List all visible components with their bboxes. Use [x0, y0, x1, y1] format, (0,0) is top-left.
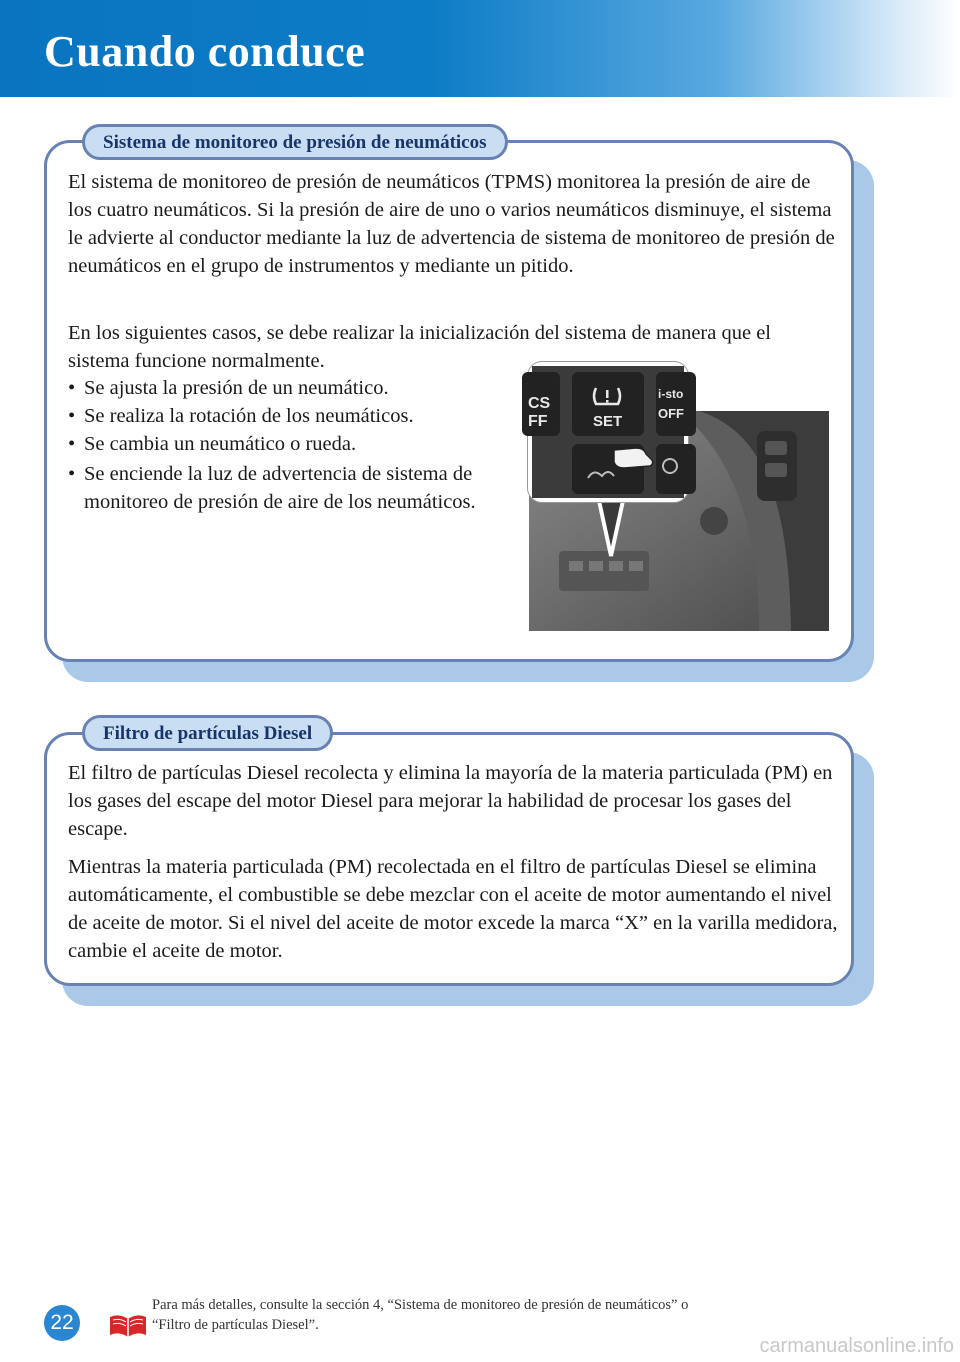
dpf-paragraph-1: El filtro de partículas Diesel recolecta y elimina la mayoría de la materia particulada (PM) en los gases del escape del motor Diesel para mejorar la habilidad de procesar los gases del escape.	[68, 762, 833, 840]
callout-pointer	[596, 496, 626, 558]
tpms-body-2	[68, 319, 813, 375]
button-right-label-2: OFF	[658, 406, 684, 421]
dpf-section-tab: Filtro de partículas Diesel	[82, 715, 333, 751]
tpms-paragraph-1: El sistema de monitoreo de presión de neumáticos (TPMS) monitorea la presión de aire de los cuatro neumáticos. Si la presión de aire de uno o varios neumáticos disminuye, el sistema le advierte al conductor mediante la luz de advertencia de sistema de monitoreo de presión de neumáticos en el grupo de instrumentos y mediante un pitido.	[68, 171, 835, 277]
tpms-body	[68, 168, 838, 280]
list-item: • Se ajusta la presión de un neumático.	[68, 374, 508, 402]
list-item: • Se enciende la luz de advertencia de sistema de monitoreo de presión de aire de los neumáticos.	[68, 460, 508, 516]
tpms-set-button-closeup	[528, 362, 688, 502]
tpms-bullets	[68, 374, 508, 516]
set-button-label: SET	[593, 413, 623, 430]
button-panel-illustration	[528, 366, 684, 498]
list-item: • Se cambia un neumático o rueda.	[68, 430, 508, 458]
watermark: carmanualsonline.info	[759, 1335, 954, 1357]
dpf-paragraph-2: Mientras la materia particulada (PM) recolectada en el filtro de partículas Diesel se elimina automáticamente, el combustible se debe mezclar con el aceite de motor aumentando el nivel de aceite de motor. Si el nivel del aceite de motor excede la marca “X” en la varilla medidora, cambie el aceite de motor.	[68, 856, 838, 962]
footer-note: Para más detalles, consulte la sección 4, “Sistema de monitoreo de presión de neumáticos” o “Filtro de partículas Diesel”.	[152, 1297, 689, 1333]
tpms-paragraph-2: En los siguientes casos, se debe realizar la inicialización del sistema de manera que el sistema funcione normalmente.	[68, 322, 771, 372]
button-left-label-1: CS	[528, 395, 551, 412]
book-icon	[108, 1313, 148, 1337]
button-right-label-1: i-sto	[658, 387, 684, 401]
tpms-section-tab: Sistema de monitoreo de presión de neumáticos	[82, 124, 508, 160]
dpf-body	[68, 759, 838, 965]
tpms-bullet-list	[68, 374, 508, 516]
button-left-label-2: FF	[528, 413, 548, 430]
page-number: 22	[44, 1305, 80, 1341]
list-item: • Se realiza la rotación de los neumáticos.	[68, 402, 508, 430]
page-title: Cuando conduce	[44, 27, 366, 76]
page-header	[0, 0, 960, 97]
